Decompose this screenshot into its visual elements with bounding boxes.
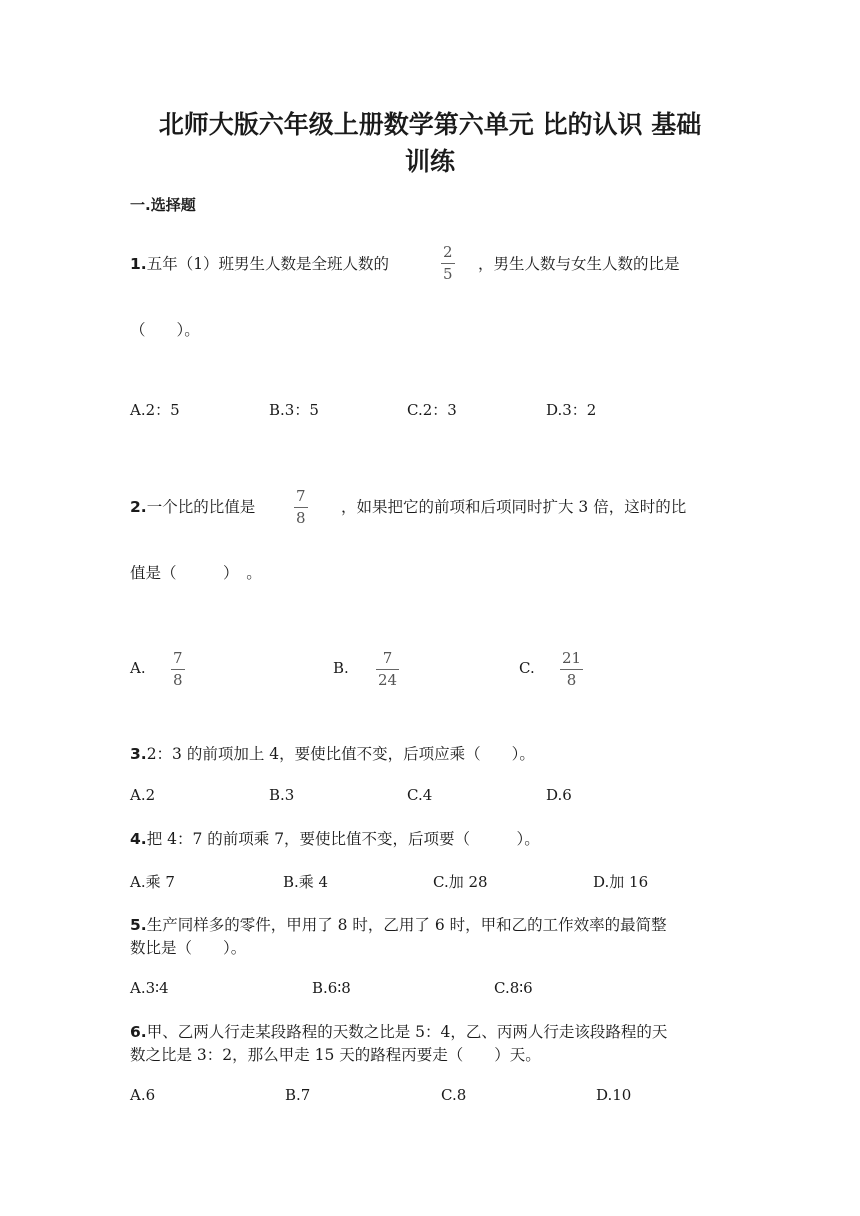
question-text: 2：3 的前项加上 4，要使比值不变，后项应乘（ ）。 — [146, 745, 535, 763]
question-text: 甲、乙两人行走某段路程的天数之比是 5：4，乙、丙两人行走该段路程的天 — [146, 1023, 668, 1041]
fraction-numerator: 7 — [173, 649, 183, 667]
q2-option-a-fraction[interactable] — [171, 651, 185, 688]
q4-option-d[interactable]: D.加 16 — [593, 873, 649, 891]
q2-option-c-label[interactable]: C. — [519, 659, 535, 677]
question-text: 把 4：7 的前项乘 7，要使比值不变，后项要（ ）。 — [146, 830, 540, 848]
q5-option-a[interactable]: A.3∶4 — [130, 979, 169, 997]
question-1-line2: （ ）。 — [130, 321, 200, 339]
fraction-numerator: 21 — [562, 649, 582, 667]
q3-option-b[interactable]: B.3 — [269, 786, 295, 804]
question-number: 4. — [130, 830, 147, 848]
q2-option-a-label[interactable]: A. — [130, 659, 146, 677]
question-text: 五年（1）班男生人数是全班人数的 — [146, 255, 390, 273]
question-3 — [130, 742, 535, 764]
question-text: 生产同样多的零件，甲用了 8 时，乙用了 6 时，甲和乙的工作效率的最简整 — [146, 916, 667, 934]
question-5-line1 — [130, 913, 667, 935]
q2-option-b-fraction[interactable] — [376, 651, 399, 688]
question-number: 2. — [130, 498, 147, 516]
fraction-denominator: 8 — [566, 671, 577, 689]
question-2-text-b: ，如果把它的前项和后项同时扩大 3 倍，这时的比 — [341, 498, 687, 516]
question-1-fraction — [441, 245, 455, 282]
fraction-denominator: 24 — [378, 671, 398, 689]
question-2-line1 — [130, 495, 255, 517]
q6-option-a[interactable]: A.6 — [130, 1086, 156, 1104]
fraction-numerator: 2 — [443, 243, 453, 261]
q3-option-a[interactable]: A.2 — [130, 786, 156, 804]
question-4 — [130, 827, 540, 849]
page-title-line1: 北师大版六年级上册数学第六单元 比的认识 基础 — [158, 110, 702, 139]
q2-option-c-fraction[interactable] — [560, 651, 583, 688]
question-number: 6. — [130, 1023, 147, 1041]
q6-option-d[interactable]: D.10 — [596, 1086, 632, 1104]
fraction-denominator: 5 — [443, 265, 453, 283]
q3-option-d[interactable]: D.6 — [546, 786, 572, 804]
question-2-line2: 值是（ ） 。 — [130, 564, 262, 582]
question-6-line2: 数之比是 3：2，那么甲走 15 天的路程丙要走（ ）天。 — [130, 1046, 541, 1064]
q1-option-a[interactable]: A.2：5 — [130, 401, 180, 419]
q4-option-b[interactable]: B.乘 4 — [283, 873, 329, 891]
page-title-line2: 训练 — [404, 147, 455, 176]
q6-option-b[interactable]: B.7 — [285, 1086, 311, 1104]
q5-option-b[interactable]: B.6∶8 — [312, 979, 351, 997]
question-6-line1 — [130, 1020, 667, 1042]
fraction-numerator: 7 — [382, 649, 393, 667]
question-number: 5. — [130, 916, 147, 934]
q2-option-b-label[interactable]: B. — [333, 659, 349, 677]
fraction-numerator: 7 — [296, 487, 306, 505]
question-1-text-b: ，男生人数与女生人数的比是 — [478, 255, 680, 273]
fraction-denominator: 8 — [173, 671, 183, 689]
question-2-fraction — [294, 489, 308, 526]
question-1-line1 — [130, 252, 389, 274]
q6-option-c[interactable]: C.8 — [441, 1086, 467, 1104]
q1-option-d[interactable]: D.3：2 — [546, 401, 597, 419]
q4-option-c[interactable]: C.加 28 — [433, 873, 488, 891]
question-number: 1. — [130, 255, 147, 273]
question-text: 一个比的比值是 — [146, 498, 256, 516]
q5-option-c[interactable]: C.8∶6 — [494, 979, 533, 997]
section-heading: 一.选择题 — [130, 196, 196, 214]
q1-option-b[interactable]: B.3：5 — [269, 401, 319, 419]
q3-option-c[interactable]: C.4 — [407, 786, 433, 804]
fraction-denominator: 8 — [296, 509, 306, 527]
q4-option-a[interactable]: A.乘 7 — [130, 873, 175, 891]
q1-option-c[interactable]: C.2：3 — [407, 401, 457, 419]
question-number: 3. — [130, 745, 147, 763]
question-5-line2: 数比是（ ）。 — [130, 939, 247, 957]
